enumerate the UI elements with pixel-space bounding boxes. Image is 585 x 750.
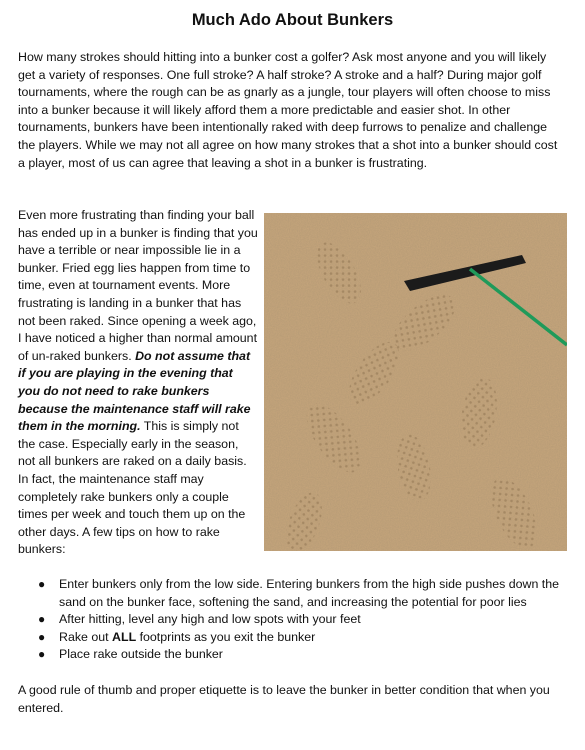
- list-item: [18, 646, 566, 664]
- closing-paragraph: A good rule of thumb and proper etiquette is to leave the bunker in better condition that when you entered.: [18, 683, 550, 715]
- bullet-icon: ●: [38, 647, 46, 662]
- bullet-icon: ●: [38, 629, 46, 644]
- body-text-start: Even more frustrating than finding your ball has ended up in a bunker is finding that you have a terrible or near impossible lie in a bunker. Fried egg lies happen from time to time, even at tournament events. More frustrating is landing in a bunker that has not been raked. Since opening a week ago, I have noticed a higher than normal amount of un-raked bunkers.: [18, 208, 258, 363]
- intro-paragraph: How many strokes should hitting into a bunker cost a golfer? Ask most anyone and you will likely get a variety of responses. One full stroke? A half stroke? A stroke and a half? During major golf tournaments, where the rough can be as gnarly as a jungle, tour players will often choose to miss into a bunker because it will likely afford them a more predictable and easier shot. In other tournaments, bunkers have been intentionally raked with deep furrows to penalize and challenge the players. While we may not all agree on how many strokes that a shot into a bunker should cost a player, most of us can agree that leaving a shot in a bunker is frustrating.: [18, 50, 558, 170]
- tip-bold-text: ALL: [112, 629, 137, 644]
- tip-text-start: Rake out: [59, 629, 113, 644]
- list-item: [18, 611, 566, 629]
- tip-text: Place rake outside the bunker: [59, 647, 223, 662]
- tip-text: After hitting, level any high and low spots with your feet: [59, 612, 361, 627]
- page-title: Much Ado About Bunkers: [191, 11, 394, 29]
- body-text-end: This is simply not the case. Especially early in the season, not all bunkers are raked on a daily basis. In fact, the maintenance staff may completely rake bunkers only a couple times per week and touch them up on the other days. A few tips on how to rake bunkers:: [18, 419, 247, 557]
- list-item: [18, 629, 566, 647]
- tips-list: [18, 576, 566, 664]
- bullet-icon: ●: [38, 577, 46, 591]
- bullet-icon: ●: [38, 612, 46, 627]
- tip-text: Enter bunkers only from the low side. Entering bunkers from the high side pushes down the sand on the bunker face, softening the sand, and increasing the potential for poor lies: [59, 577, 560, 609]
- list-item: [18, 576, 566, 611]
- emphasis-text: Do not assume that if you are playing in the evening that you do not need to rake bunkers because the maintenance staff will rake them in the morning.: [18, 348, 251, 434]
- tip-text-end: footprints as you exit the bunker: [136, 629, 316, 644]
- bunker-rake-photo: [264, 213, 567, 551]
- body-column: [18, 207, 258, 559]
